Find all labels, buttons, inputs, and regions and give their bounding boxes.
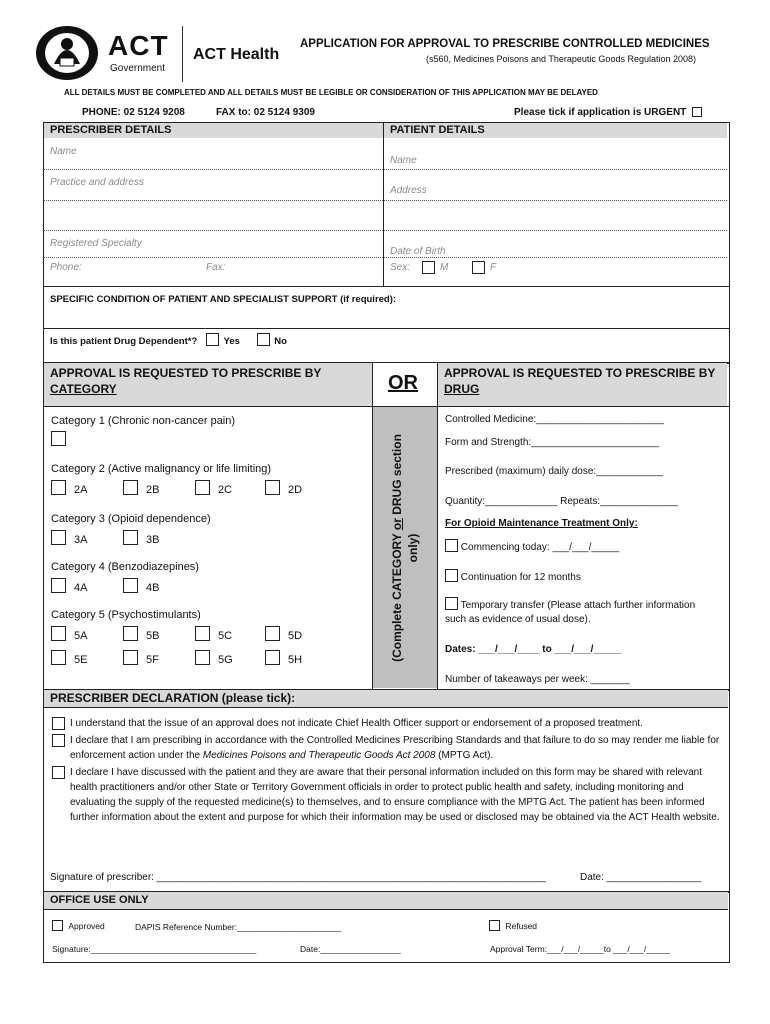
phone-number: PHONE: 02 5124 9208 <box>82 107 185 118</box>
patient-heading <box>384 123 727 138</box>
drug-dependent-row <box>50 333 287 347</box>
declaration-item-1 <box>52 716 720 731</box>
category-option-5e-label: 5E <box>74 654 88 666</box>
category-5-options-row1 <box>51 626 369 644</box>
category-option-5b-label: 5B <box>146 630 160 642</box>
patient-heading-text: PATIENT DETAILS <box>390 124 485 136</box>
office-approved-checkbox[interactable] <box>52 920 63 931</box>
category-3-label: Category 3 (Opioid dependence) <box>51 513 211 525</box>
approval-term-field[interactable]: Approval Term:___/___/_____to ___/___/_____ <box>490 944 670 954</box>
declaration-item-2 <box>52 733 720 763</box>
category-option-2c-label: 2C <box>218 484 233 496</box>
urgent-label <box>514 107 702 118</box>
office-heading-text: OFFICE USE ONLY <box>50 894 149 906</box>
drug-dependent-yes-checkbox[interactable] <box>206 333 219 346</box>
category-option-5h-label: 5H <box>288 654 303 666</box>
declaration-heading <box>44 690 728 708</box>
commencing-label: Commencing today: ___/___/_____ <box>460 542 620 553</box>
category-option-5h[interactable] <box>265 650 302 666</box>
prescriber-practice-field[interactable] <box>44 170 383 201</box>
patient-dob-field[interactable] <box>384 231 727 258</box>
category-option-5f-label: 5F <box>146 654 159 666</box>
patient-address-field[interactable] <box>384 170 727 201</box>
category-option-2a-label: 2A <box>74 484 88 496</box>
category-option-3a-label: 3A <box>74 534 88 546</box>
transfer-dates-field[interactable]: Dates: ___/___/____ to ___/___/_____ <box>445 644 622 655</box>
category-option-2b-label: 2B <box>146 484 160 496</box>
category-1-checkbox[interactable] <box>51 431 66 446</box>
category-option-5d[interactable] <box>265 626 302 642</box>
continuation-checkbox[interactable] <box>445 569 458 582</box>
controlled-medicine-field[interactable]: Controlled Medicine:_______________________ <box>445 414 665 425</box>
office-heading <box>44 892 728 910</box>
agency-name: ACT Health <box>193 46 280 63</box>
category-option-5c-label: 5C <box>218 630 233 642</box>
category-option-5f-checkbox[interactable] <box>123 650 138 665</box>
category-option-4b-checkbox[interactable] <box>123 578 138 593</box>
or-vertical-part-a: (Complete CATEGORY <box>390 530 404 662</box>
category-option-2b-checkbox[interactable] <box>123 480 138 495</box>
category-option-5h-checkbox[interactable] <box>265 650 280 665</box>
sex-f-checkbox[interactable] <box>472 261 485 274</box>
category-5-options-row2 <box>51 650 369 668</box>
logo-government-text: Government <box>110 63 166 74</box>
category-option-5e-checkbox[interactable] <box>51 650 66 665</box>
urgent-text: Please tick if application is URGENT <box>514 107 687 118</box>
drug-left-border <box>437 362 438 689</box>
sex-m-checkbox[interactable] <box>422 261 435 274</box>
category-heading-line2: CATEGORY <box>50 382 117 396</box>
office-date-field[interactable]: Date:_________________ <box>300 944 401 954</box>
office-refused-label: Refused <box>505 921 538 931</box>
category-option-5a-label: 5A <box>74 630 88 642</box>
category-option-3a[interactable] <box>51 530 87 546</box>
category-option-2d-checkbox[interactable] <box>265 480 280 495</box>
prescriber-signature-field[interactable]: Signature of prescriber: ______________________________________________________________________ <box>50 872 547 883</box>
category-option-5d-label: 5D <box>288 630 303 642</box>
specific-condition-label: SPECIFIC CONDITION OF PATIENT AND SPECIALIST SUPPORT (if required): <box>50 294 397 305</box>
prescriber-fax-label: Fax: <box>206 262 226 273</box>
or-vertical-part-or: or <box>390 518 404 531</box>
prescriber-name-field[interactable] <box>44 139 383 170</box>
form-title: APPLICATION FOR APPROVAL TO PRESCRIBE CONTROLLED MEDICINES <box>300 38 710 50</box>
office-signature-field[interactable]: Signature:___________________________________ <box>52 944 257 954</box>
or-vertical-line2: only) <box>406 533 420 563</box>
declaration-1-text: I understand that the issue of an approval does not indicate Chief Health Officer support or endorsement of a proposed treatment. <box>70 718 643 729</box>
prescriber-phone-label: Phone: <box>50 262 82 273</box>
drug-heading <box>438 363 727 406</box>
opioid-maintenance-heading: For Opioid Maintenance Treatment Only: <box>445 518 638 529</box>
category-heading-line1: APPROVAL IS REQUESTED TO PRESCRIBE BY <box>50 366 322 380</box>
prescriber-heading <box>44 123 383 138</box>
urgent-checkbox[interactable] <box>692 107 702 117</box>
category-option-5b-checkbox[interactable] <box>123 626 138 641</box>
sex-m-label: M <box>440 262 449 273</box>
quantity-repeats-field[interactable]: Quantity:_____________ Repeats:______________ <box>445 496 678 507</box>
category-1-label: Category 1 (Chronic non-cancer pain) <box>51 415 236 427</box>
patient-address-line2[interactable] <box>384 201 727 231</box>
office-approved-label: Approved <box>68 921 105 931</box>
continuation-row <box>445 569 581 583</box>
category-option-4a-label: 4A <box>74 582 88 594</box>
commencing-checkbox[interactable] <box>445 539 458 552</box>
category-option-2a-checkbox[interactable] <box>51 480 66 495</box>
category-2-label: Category 2 (Active malignancy or life limiting) <box>51 463 272 475</box>
drug-heading-line1: APPROVAL IS REQUESTED TO PRESCRIBE BY <box>444 366 716 380</box>
drug-dependent-no-checkbox[interactable] <box>257 333 270 346</box>
form-subtitle: (s560, Medicines Poisons and Therapeutic Goods Regulation 2008) <box>426 54 696 64</box>
sex-f-label: F <box>490 262 497 273</box>
category-option-4b-label: 4B <box>146 582 160 594</box>
temporary-row <box>445 597 705 627</box>
commencing-row <box>445 539 619 553</box>
or-label: OR <box>388 372 418 394</box>
category-2-options <box>51 480 369 498</box>
category-option-3a-checkbox[interactable] <box>51 530 66 545</box>
category-option-4b[interactable] <box>123 578 159 594</box>
category-option-2b[interactable] <box>123 480 159 496</box>
specific-condition-field[interactable] <box>44 305 728 327</box>
form-strength-field[interactable]: Form and Strength:_______________________ <box>445 437 660 448</box>
category-option-5g[interactable] <box>195 650 233 666</box>
category-option-3b[interactable] <box>123 530 159 546</box>
declaration-1-checkbox[interactable] <box>52 717 65 730</box>
act-crest-logo <box>34 24 100 82</box>
drug-heading-line2: DRUG <box>444 382 480 396</box>
prescriber-address-line2[interactable] <box>44 201 383 231</box>
prescriber-practice-label: Practice and address <box>50 177 144 188</box>
declaration-3-checkbox[interactable] <box>52 766 65 779</box>
category-3-options <box>51 530 369 548</box>
declaration-date-field[interactable]: Date: _________________ <box>580 872 702 883</box>
category-option-5b[interactable] <box>123 626 159 642</box>
prescriber-name-label: Name <box>50 146 77 157</box>
category-option-5c-checkbox[interactable] <box>195 626 210 641</box>
category-option-5e[interactable] <box>51 650 87 666</box>
category-option-4a-checkbox[interactable] <box>51 578 66 593</box>
fax-number: FAX to: 02 5124 9309 <box>216 107 315 118</box>
declaration-2-checkbox[interactable] <box>52 734 65 747</box>
prescriber-phone-field[interactable] <box>44 258 383 285</box>
declaration-3-text: I declare I have discussed with the patient and they are aware that their personal information included on this form may be shared with relevant health practitioners and/or other State or Territory Government officials in order to protect public health and safety, including monitoring and evaluating the supply of the requested medicine(s) to themselves, and to ensure compliance with the MPTG Act. The patient has been informed further information about the extent and purpose for which their information may be used or disclosed may be obtained via the ACT Health website. <box>70 767 720 823</box>
category-option-5d-checkbox[interactable] <box>265 626 280 641</box>
patient-sex-field <box>384 258 727 285</box>
category-option-2c[interactable] <box>195 480 232 496</box>
drug-dependent-no-label: No <box>274 336 287 347</box>
declaration-item-3 <box>52 765 720 825</box>
office-refused-row <box>489 920 537 931</box>
patient-name-field[interactable] <box>384 139 727 170</box>
details-divider-condition <box>43 286 729 287</box>
office-approved-row <box>52 920 105 931</box>
daily-dose-field[interactable]: Prescribed (maximum) daily dose:____________ <box>445 466 663 477</box>
continuation-label: Continuation for 12 months <box>460 572 581 583</box>
category-option-5g-checkbox[interactable] <box>195 650 210 665</box>
category-4-options <box>51 578 369 596</box>
category-option-5g-label: 5G <box>218 654 233 666</box>
category-option-2d[interactable] <box>265 480 302 496</box>
category-5-label: Category 5 (Psychostimulants) <box>51 609 201 621</box>
temporary-checkbox[interactable] <box>445 597 458 610</box>
category-option-3b-checkbox[interactable] <box>123 530 138 545</box>
takeaways-field[interactable]: Number of takeaways per week: _______ <box>445 674 630 685</box>
category-4-label: Category 4 (Benzodiazepines) <box>51 561 199 573</box>
patient-dob-label: Date of Birth <box>390 246 446 257</box>
patient-name-label: Name <box>390 155 417 166</box>
category-option-2a[interactable] <box>51 480 87 496</box>
drug-dependent-yes-label: Yes <box>223 336 240 347</box>
declaration-2-text-a: I declare that I am prescribing in accordance with the Controlled Medicines Prescribing Standards and that failure to do so may render me liable for enforcement action under the <box>70 735 720 761</box>
legibility-notice: ALL DETAILS MUST BE COMPLETED AND ALL DETAILS MUST BE LEGIBLE OR CONSIDERATION OF THIS APPLICATION MAY BE DELAYED <box>64 88 598 97</box>
declaration-2-act-name: Medicines Poisons and Therapeutic Goods Act 2008 <box>202 750 436 761</box>
or-vertical-part-b: DRUG section <box>390 434 404 519</box>
category-option-5f[interactable] <box>123 650 159 666</box>
drug-dependent-question: Is this patient Drug Dependent*? <box>50 336 198 347</box>
logo-act-text: ACT <box>108 30 169 61</box>
patient-sex-label: Sex: <box>390 262 411 273</box>
category-option-2c-checkbox[interactable] <box>195 480 210 495</box>
declaration-items <box>52 716 720 825</box>
prescriber-heading-text: PRESCRIBER DETAILS <box>50 124 172 136</box>
category-option-5a-checkbox[interactable] <box>51 626 66 641</box>
category-option-4a[interactable] <box>51 578 87 594</box>
details-divider-dependent <box>43 328 729 329</box>
category-option-5a[interactable] <box>51 626 87 642</box>
category-option-3b-label: 3B <box>146 534 160 546</box>
declaration-2-text-c: (MPTG Act). <box>435 750 494 761</box>
dapis-reference-field[interactable]: DAPIS Reference Number:______________________ <box>135 922 342 932</box>
logo-divider <box>182 26 183 82</box>
declaration-heading-text: PRESCRIBER DECLARATION (please tick): <box>50 691 296 705</box>
prescriber-specialty-field[interactable] <box>44 231 383 258</box>
category-heading-divider <box>43 406 729 407</box>
category-heading <box>44 363 372 406</box>
or-vertical-line1 <box>389 434 405 662</box>
office-refused-checkbox[interactable] <box>489 920 500 931</box>
prescriber-specialty-label: Registered Specialty <box>50 238 142 249</box>
category-option-5c[interactable] <box>195 626 232 642</box>
patient-address-label: Address <box>390 185 427 196</box>
category-option-2d-label: 2D <box>288 484 303 496</box>
temporary-label: Temporary transfer (Please attach further information such as evidence of usual dose). <box>445 600 696 625</box>
